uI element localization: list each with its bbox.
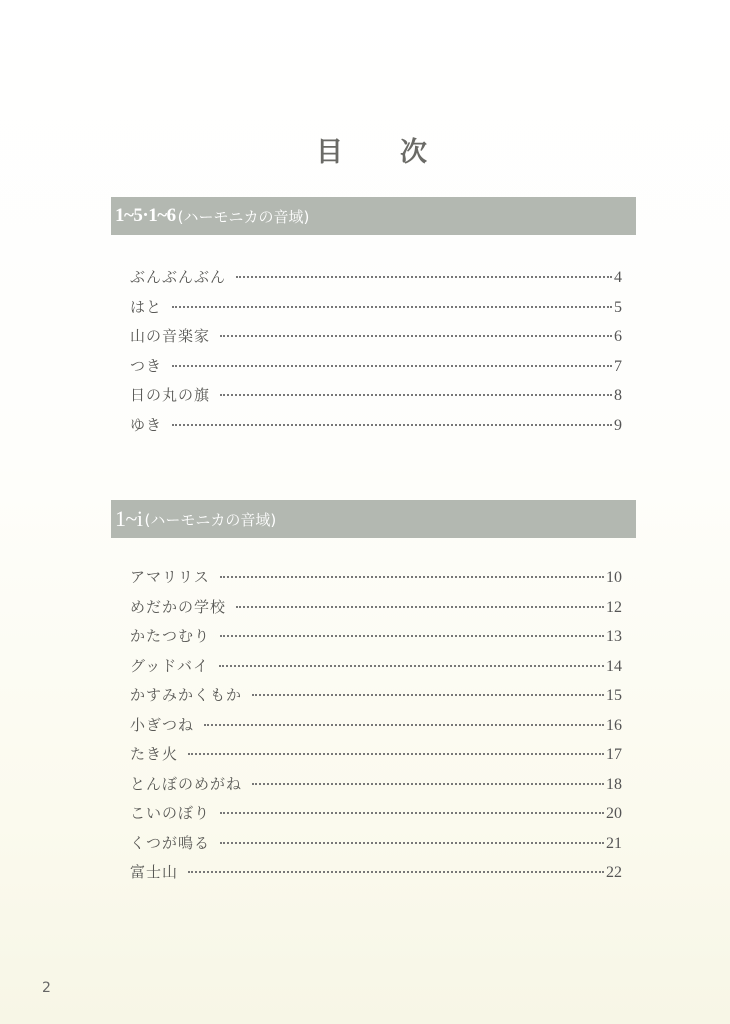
toc-entry[interactable] xyxy=(130,414,622,444)
toc-entry-page: 5 xyxy=(614,298,622,316)
toc-entry-page: 21 xyxy=(606,834,622,852)
toc-entry-title: 日の丸の旗 xyxy=(130,386,211,404)
toc-entry[interactable] xyxy=(130,566,622,596)
dot-leader xyxy=(188,753,604,755)
toc-entry-page: 8 xyxy=(614,387,622,404)
toc-entry[interactable] xyxy=(130,355,622,385)
dot-leader xyxy=(172,365,612,367)
toc-entry-page: 14 xyxy=(606,657,622,675)
toc-entry-page: 6 xyxy=(614,328,622,345)
toc-entry-title: はと xyxy=(130,297,163,316)
toc-entry[interactable] xyxy=(130,296,622,326)
toc-entry-page: 20 xyxy=(606,805,622,822)
toc-entry-title: かたつむり xyxy=(130,627,211,645)
toc-list-section-1 xyxy=(130,266,622,443)
toc-entry[interactable] xyxy=(130,714,622,744)
toc-entry-title: めだかの学校 xyxy=(130,597,227,616)
dot-leader xyxy=(252,694,604,696)
dot-leader xyxy=(172,306,612,308)
section-header-2 xyxy=(111,500,636,538)
toc-entry[interactable] xyxy=(130,832,622,862)
toc-entry-title: 富士山 xyxy=(130,863,179,881)
toc-entry[interactable] xyxy=(130,743,622,773)
toc-entry[interactable] xyxy=(130,802,622,832)
section-header-1 xyxy=(111,197,636,235)
dot-leader xyxy=(252,783,604,785)
toc-entry[interactable] xyxy=(130,384,622,414)
toc-entry[interactable] xyxy=(130,773,622,803)
toc-entry-title: ぶんぶんぶん xyxy=(130,268,227,286)
toc-entry[interactable] xyxy=(130,266,622,296)
toc-entry-page: 18 xyxy=(606,775,622,793)
dot-leader xyxy=(172,424,612,426)
dot-leader xyxy=(188,871,604,873)
section-range: 1~5·1~6 xyxy=(115,205,176,226)
dot-leader xyxy=(236,606,604,608)
toc-entry-title: こいのぼり xyxy=(130,804,211,822)
dot-leader xyxy=(220,335,612,337)
toc-entry[interactable] xyxy=(130,325,622,355)
toc-entry-title: アマリリス xyxy=(130,568,210,586)
toc-entry[interactable] xyxy=(130,684,622,714)
toc-entry-title: ゆき xyxy=(130,415,163,434)
dot-leader xyxy=(220,576,604,578)
section-range: 1~i xyxy=(115,506,143,531)
toc-entry[interactable] xyxy=(130,861,622,891)
toc-entry-title: 小ぎつね xyxy=(130,715,195,734)
dot-leader xyxy=(220,812,604,814)
section-subtitle: (ハーモニカの音域) xyxy=(177,207,310,226)
toc-entry-page: 13 xyxy=(606,628,622,645)
toc-entry-page: 22 xyxy=(606,864,622,881)
toc-entry-page: 10 xyxy=(606,569,622,586)
toc-entry-page: 4 xyxy=(614,269,622,286)
toc-entry-page: 17 xyxy=(606,746,622,763)
toc-entry-page: 7 xyxy=(614,357,622,375)
toc-entry-title: つき xyxy=(130,356,163,375)
toc-entry-title: グッドバイ xyxy=(130,656,209,675)
dot-leader xyxy=(220,635,604,637)
section-subtitle: (ハーモニカの音域) xyxy=(144,510,277,529)
toc-entry-title: かすみかくもか xyxy=(130,686,243,704)
page-title-char-1: 目 xyxy=(316,137,343,169)
dot-leader xyxy=(220,394,612,396)
toc-entry-page: 15 xyxy=(606,687,622,704)
toc-entry[interactable] xyxy=(130,596,622,626)
dot-leader xyxy=(204,724,604,726)
page-number: 2 xyxy=(42,980,51,996)
dot-leader xyxy=(220,842,604,844)
dot-leader xyxy=(219,665,604,667)
toc-entry-page: 16 xyxy=(606,716,622,734)
page-title-char-2: 次 xyxy=(400,137,427,169)
toc-entry[interactable] xyxy=(130,655,622,685)
toc-entry-page: 12 xyxy=(606,598,622,616)
toc-entry-page: 9 xyxy=(614,416,622,434)
toc-entry-title: とんぼのめがね xyxy=(130,774,243,793)
toc-list-section-2 xyxy=(130,566,622,891)
toc-entry-title: くつが鳴る xyxy=(130,833,211,852)
toc-entry[interactable] xyxy=(130,625,622,655)
toc-entry-title: たき火 xyxy=(130,745,179,763)
toc-entry-title: 山の音楽家 xyxy=(130,327,211,345)
dot-leader xyxy=(236,276,612,278)
